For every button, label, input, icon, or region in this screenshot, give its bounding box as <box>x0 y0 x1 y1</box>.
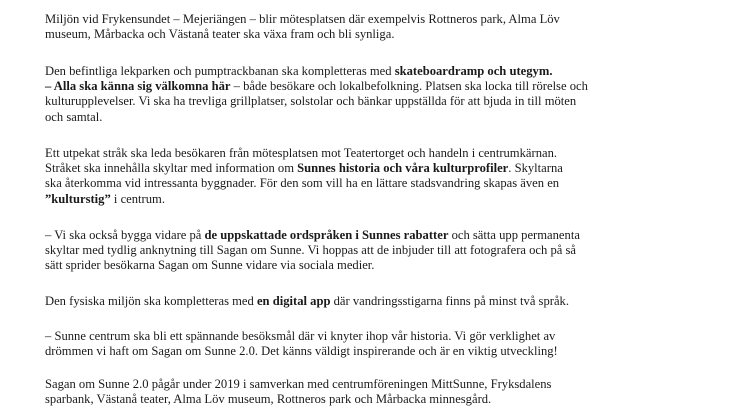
text-line <box>45 228 705 243</box>
text-line: museum, Mårbacka och Västanå teater ska växa fram och bli synliga. <box>45 27 395 42</box>
paragraph-walking-route <box>45 146 705 207</box>
paragraph-meeting-place <box>45 12 705 42</box>
text-run-bold: skateboardramp och utegym. <box>394 64 553 78</box>
paragraph-partners <box>45 377 705 407</box>
text-line <box>45 79 705 94</box>
text-run: – Vi ska också bygga vidare på <box>45 228 205 242</box>
text-run: i centrum. <box>110 191 165 206</box>
text-line: sparbank, Västanå teater, Alma Löv museum, Rottneros park och Mårbacka minnesgård. <box>45 392 492 407</box>
text-line: Miljön vid Frykensundet – Mejeriängen – blir mötesplatsen där exempelvis Rottneros park, Alma Löv <box>45 12 560 26</box>
paragraph-proverbs <box>45 228 705 274</box>
text-line <box>45 294 705 309</box>
text-run: Stråket ska innehålla skyltar med information om <box>45 161 298 176</box>
text-run: Den befintliga lekparken och pumptrackbanan ska kompletteras med <box>45 64 395 78</box>
text-run-bold: Sunnes historia och våra kulturprofiler <box>297 161 509 176</box>
paragraph-playground <box>45 64 705 125</box>
text-line <box>45 192 705 207</box>
text-run: där vandringsstigarna finns på minst två språk. <box>330 294 569 308</box>
paragraph-quote <box>45 329 705 359</box>
text-line: sätt sprider besökarna Sagan om Sunne vidare via sociala medier. <box>45 258 375 273</box>
text-run: och sätta upp permanenta <box>448 228 580 242</box>
text-run: Den fysiska miljön ska kompletteras med <box>45 294 257 308</box>
text-run-bold: ”kulturstig” <box>45 191 111 206</box>
text-line: – Sunne centrum ska bli ett spännande besöksmål där vi knyter ihop vår historia. Vi gör verklighet av <box>45 329 556 343</box>
text-line: kulturupplevelser. Vi ska ha trevliga grillplatser, solstolar och bänkar uppställda för att bjuda in till möten <box>45 94 577 109</box>
text-line: Sagan om Sunne 2.0 pågår under 2019 i samverkan med centrumföreningen MittSunne, Fryksdalens <box>45 377 552 391</box>
text-run-bold: en digital app <box>256 294 331 308</box>
text-line: Ett utpekat stråk ska leda besökaren från mötesplatsen mot Teatertorget och handeln i centrumkärnan. <box>45 146 558 160</box>
text-line: skyltar med tydlig anknytning till Sagan om Sunne. Vi hoppas att de inbjuder till att fotografera och på så <box>45 243 576 258</box>
text-line <box>45 161 705 176</box>
text-run: – både besökare och lokalbefolkning. Platsen ska locka till rörelse och <box>230 79 588 94</box>
text-line: drömmen vi haft om Sagan om Sunne 2.0. Det känns väldigt inspirerande och är en viktig utveckling! <box>45 344 558 359</box>
paragraph-digital-app <box>45 294 705 309</box>
text-line <box>45 64 705 79</box>
text-run: . Skyltarna <box>508 161 563 176</box>
text-line: och samtal. <box>45 109 103 124</box>
text-run-bold: – Alla ska känna sig välkomna här <box>45 79 231 94</box>
text-run-bold: de uppskattade ordspråken i Sunnes rabatter <box>204 228 449 242</box>
text-line: ska återkomma vid intressanta byggnader. För den som vill ha en lättare stadsvandring skapas även en <box>45 176 560 191</box>
